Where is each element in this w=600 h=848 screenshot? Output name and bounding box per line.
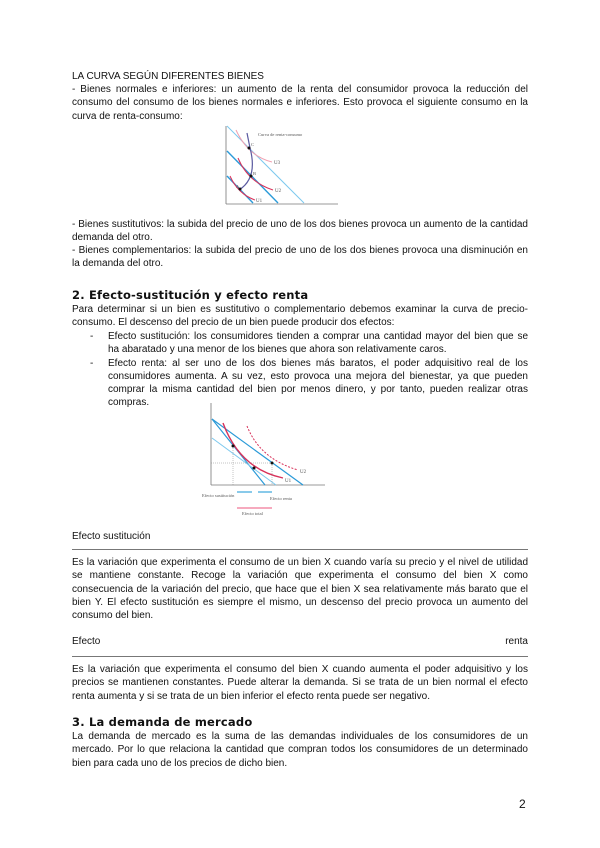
section1-title: LA CURVA SEGÚN DIFERENTES BIENES [72,71,264,82]
list-item-text: Efecto sustitución: los consumidores tienden a comprar una cantidad mayor del bien que se ha abaratado y una menor de los bienes que ahora son relativamente caros. [108,331,528,356]
figure-efecto-sustitucion-renta [190,395,410,520]
total-label: Efecto total [242,511,263,516]
bullet: - [90,331,94,342]
u1-label: U1 [256,199,263,204]
sustitutivos-paragraph: - Bienes sustitutivos: la subida del precio de uno de los dos bienes provoca un aumento de la cantidad demanda del otro. [72,219,528,244]
efecto-sustitucion-body: Es la variación que experimenta el consumo de un bien X cuando varía su precio y el nivel de utilidad se mantiene constante. Recoge la variación que experimenta el consumo del bien X como consecuencia de la variación del precio, que hace que el bien X sea relativamente más barato que el bien Y. El efecto sustitución es siempre el mismo, un descenso del precio provoca un aumento del consumo del bien. [72,557,528,622]
point-b: B [253,171,257,176]
divider [72,656,528,657]
title-right: renta [505,636,528,647]
efecto-sustitucion-title: Efecto sustitución [72,531,151,542]
figure-renta-consumo [200,118,400,218]
u2-label: U2 [275,189,282,194]
u2-label: U2 [300,470,307,475]
efecto-renta-body: Es la variación que experimenta el consumo del bien X cuando aumenta el poder adquisitivo y los precios se mantienen constantes. Puede alterar la demanda. Si se trata de un bien normal el efecto renta aumenta y si se trata de un bien inferior el efecto renta puede ser negativo. [72,664,528,702]
efecto-renta-title [72,635,528,648]
list-item-sustitucion [72,330,528,357]
section3-body: La demanda de mercado es la suma de las demandas individuales de los consumidores de un mercado. Por lo que relaciona la cantidad que compran todos los consumidores de un determinado bien para cada uno de los precios de dicho bien. [72,731,528,769]
renta-label: Efecto renta [270,496,292,501]
point-a: A [236,184,240,189]
title-left: Efecto [72,636,101,647]
point-c: C [251,142,255,147]
section2-heading: 2. Efecto-sustitución y efecto renta [72,288,309,302]
section2-intro: Para determinar si un bien es sustitutivo o complementario debemos examinar la curva de precio-consumo. El descenso del precio de un bien puede producir dos efectos: [72,304,528,329]
curve-label: Curva de renta-consumo [258,132,303,137]
list-item-text: Efecto renta: al ser uno de los dos bienes más baratos, el poder adquisitivo real de los consumidores aumenta. A su vez, esto provoca una mejora del bienestar, ya que pueden comprar la misma cantidad del bien por menos dinero, y por tanto, pueden realizar otras compras. [108,357,528,409]
page-number: 2 [519,797,526,811]
complementarios-paragraph: - Bienes complementarios: la subida del precio de uno de los dos bienes provoca una disminución en la demanda del otro. [72,245,528,270]
sust-label: Efecto sustitución [202,493,235,498]
u1-label: U1 [285,479,292,484]
u3-label: U3 [274,161,281,166]
section3-heading: 3. La demanda de mercado [72,715,253,729]
normales-paragraph: - Bienes normales e inferiores: un aumento de la renta del consumidor provoca la reducción del consumo del consumo de los bienes normales e inferiores. Esto provoca el siguiente consumo en la curva de renta-consumo: [72,84,528,122]
bullet: - [90,357,94,369]
divider [72,549,528,550]
